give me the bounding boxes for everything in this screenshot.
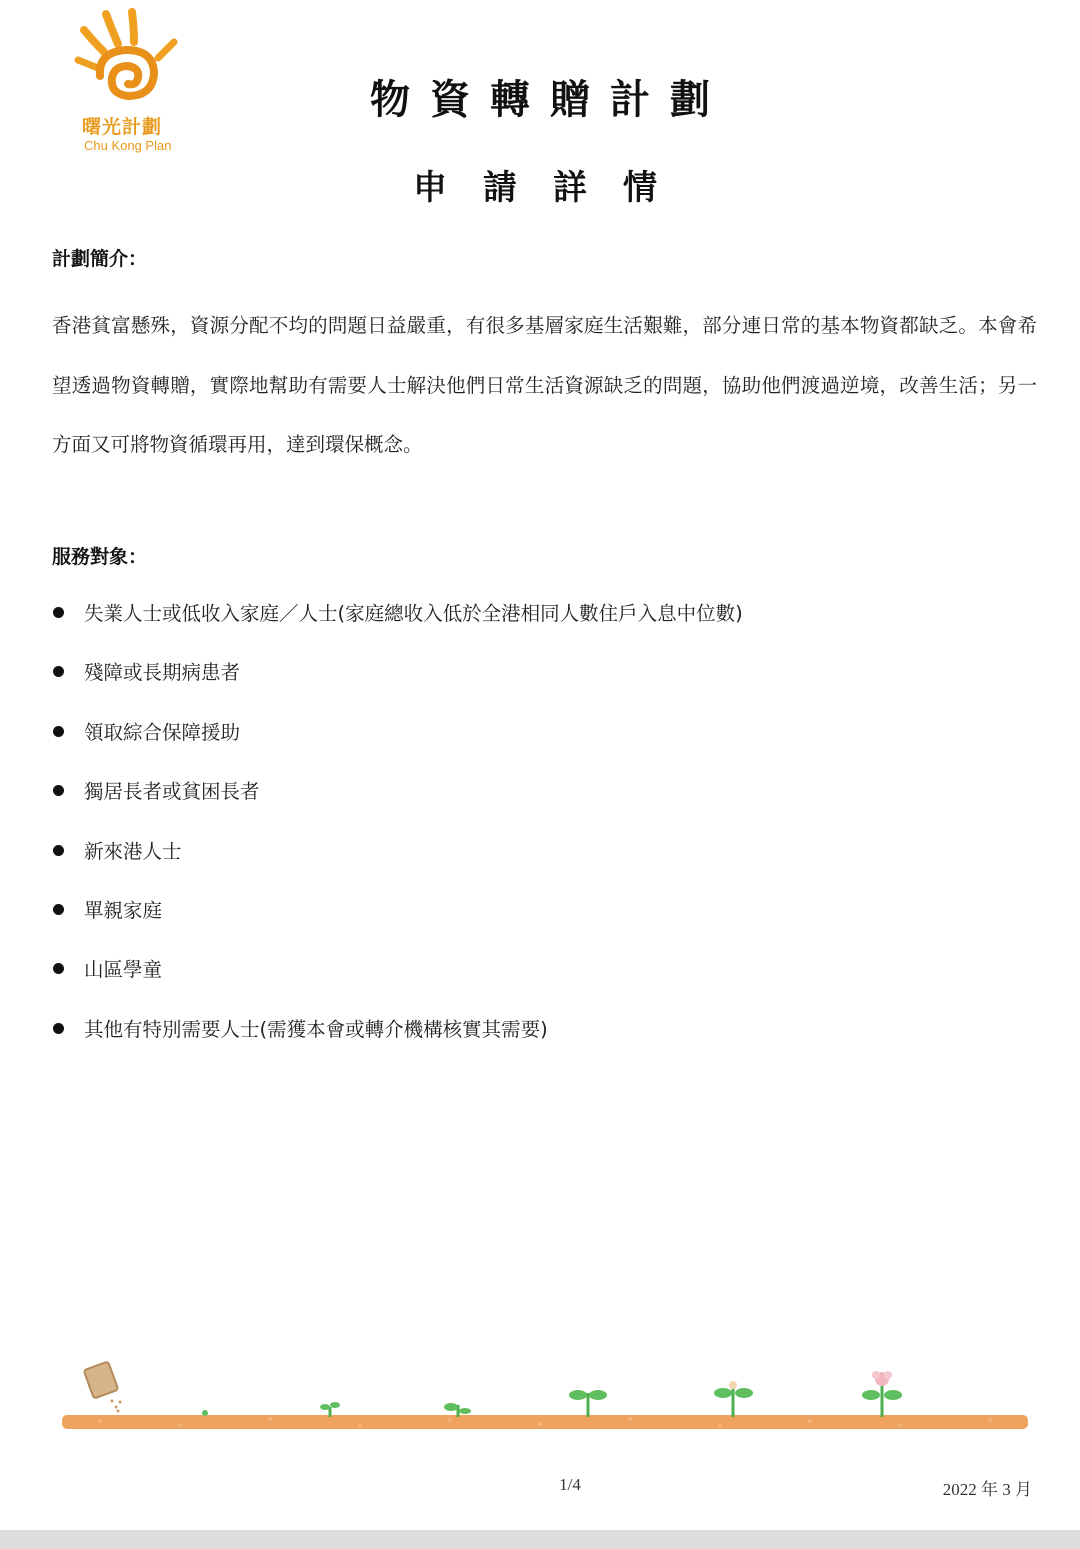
sprout-icon xyxy=(202,1410,208,1416)
bullet-icon xyxy=(53,666,64,677)
list-item xyxy=(52,762,743,821)
intro-heading: 計劃簡介： xyxy=(52,248,148,270)
list-item-text: 新來港人士 xyxy=(84,839,182,863)
seedling-icon xyxy=(714,1381,753,1417)
logo-chinese-name: 曙光計劃 xyxy=(82,116,163,138)
list-item-text: 殘障或長期病患者 xyxy=(84,661,241,685)
soil-strip xyxy=(62,1415,1028,1429)
document-subtitle: 申請詳情 xyxy=(413,168,693,208)
bullet-icon xyxy=(53,607,64,618)
list-item-text: 領取綜合保障援助 xyxy=(84,720,241,744)
list-item xyxy=(52,643,743,702)
list-item-text: 失業人士或低收入家庭／人士(家庭總收入低於全港相同人數住戶入息中位數) xyxy=(84,602,743,625)
flower-icon xyxy=(862,1371,902,1417)
list-item xyxy=(52,1000,743,1059)
bottom-scroll-bar xyxy=(0,1530,1080,1549)
list-item-text: 其他有特別需要人士(需獲本會或轉介機構核實其需要) xyxy=(84,1017,548,1041)
seedling-icon xyxy=(569,1390,607,1417)
list-item-text: 獨居長者或貧困長者 xyxy=(84,780,260,804)
targets-list xyxy=(52,584,743,1059)
logo-english-name: Chu Kong Plan xyxy=(84,138,172,153)
list-item xyxy=(52,881,743,940)
bullet-icon xyxy=(53,1023,64,1034)
seed-bag-icon xyxy=(84,1361,122,1412)
list-item xyxy=(52,822,743,881)
targets-heading: 服務對象： xyxy=(52,546,148,568)
bullet-icon xyxy=(53,785,64,796)
list-item xyxy=(52,703,743,762)
document-title: 物資轉贈計劃 xyxy=(370,77,730,123)
list-item xyxy=(52,940,743,999)
page-number: 1/4 xyxy=(559,1475,581,1494)
list-item xyxy=(52,584,743,643)
intro-paragraph: 香港貧富懸殊，資源分配不均的問題日益嚴重，有很多基層家庭生活艱難，部分連日常的基本物資都缺乏。本會希望透過物資轉贈，實際地幫助有需要人士解決他們日常生活資源缺乏的問題，協助他們渡過逆境，改善生活；另一方面又可將物資循環再用，達到環保概念。 xyxy=(52,314,1037,456)
bullet-icon xyxy=(53,963,64,974)
bullet-icon xyxy=(53,845,64,856)
growing-plants-illustration xyxy=(60,1355,1030,1445)
document-date: 2022 年 3 月 xyxy=(942,1480,1032,1499)
bullet-icon xyxy=(53,726,64,737)
list-item-text: 單親家庭 xyxy=(84,898,163,922)
bullet-icon xyxy=(53,904,64,915)
sprout-icon xyxy=(444,1403,471,1417)
list-item-text: 山區學童 xyxy=(84,958,163,982)
sprout-icon xyxy=(320,1402,340,1417)
